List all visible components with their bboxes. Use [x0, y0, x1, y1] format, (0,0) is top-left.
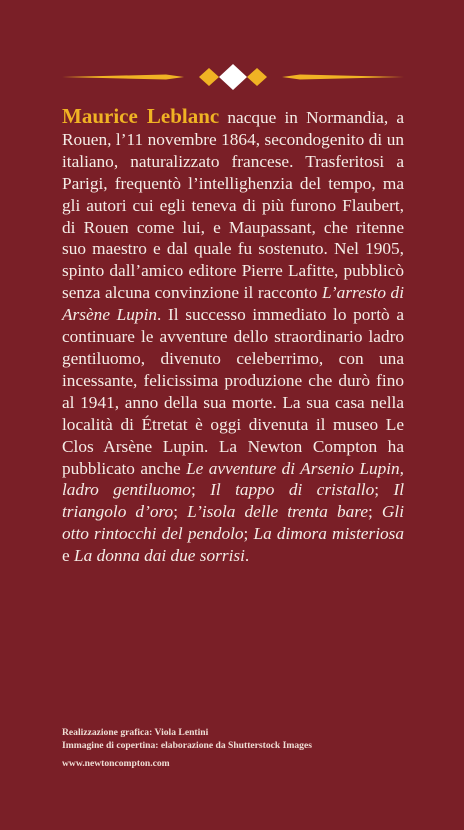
cover-credit: Immagine di copertina: elaborazione da Shutterstock Images	[62, 740, 312, 751]
separator: ;	[190, 480, 211, 500]
separator: ;	[243, 524, 254, 544]
bio-end: .	[244, 546, 250, 566]
author-biography	[62, 106, 404, 567]
book-title: Il triangolo d’oro	[62, 480, 404, 522]
book-title: Gli otto rintocchi del pendolo	[62, 502, 404, 544]
separator: ;	[173, 502, 188, 522]
separator: ;	[368, 502, 382, 522]
separator: e	[62, 546, 74, 566]
book-title: Il tappo di cristallo	[210, 480, 375, 500]
credits	[62, 726, 402, 770]
author-name: Maurice Leblanc	[62, 104, 220, 128]
bio-text: . Il successo immediato lo portò a continuare le avventure dello straordinario ladro gentiluomo, divenuto celeberrimo, con una incessante, felicissima produzione che durò fino al 1941, anno della sua morte. La sua casa nella località di Étretat è oggi divenuta il museo Le Clos Arsène Lupin. La Newton Compton ha pubblicato anche	[62, 305, 404, 478]
bio-text: nacque in Normandia, a Rouen, l’11 novembre 1864, secondogenito di un italiano, naturalizzato francese. Trasferitosi a Parigi, frequentò l’intellighenzia del tempo, ma gli autori cui egli teneva di più furono Flaubert, di Rouen come lui, e Maupassant, che ritenne suo maestro e dal quale fu sostenuto. Nel 1905, spinto dall’amico editore Pierre Lafitte, pubblicò senza alcuna convinzione il racconto	[62, 108, 404, 303]
separator: ;	[374, 480, 394, 500]
book-title: La donna dai due sorrisi	[74, 546, 245, 566]
book-title: L’arresto di Arsène Lupin	[62, 283, 404, 325]
publisher-website: www.newtoncompton.com	[62, 758, 170, 769]
design-credit: Realizzazione grafica: Viola Lentini	[62, 727, 209, 738]
book-title: La dimora misteriosa	[253, 524, 404, 544]
book-title: L’isola delle trenta bare	[187, 502, 368, 522]
diamond-divider-ornament	[62, 64, 404, 90]
book-title: Le avventure di Arsenio Lupin, ladro gentiluomo	[62, 458, 404, 500]
